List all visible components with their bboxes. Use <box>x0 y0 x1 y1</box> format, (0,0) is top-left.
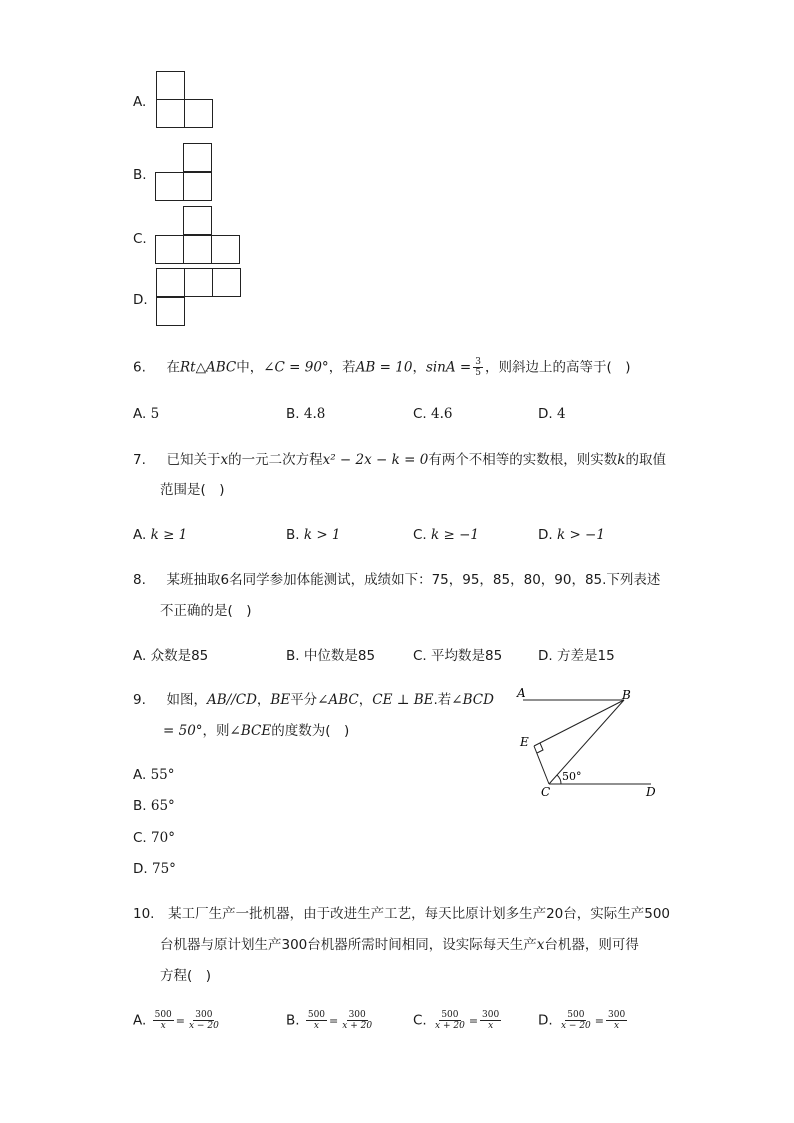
net-square <box>183 235 212 264</box>
option-text: 5 <box>150 406 160 422</box>
option-text: k ≥ 1 <box>150 527 188 543</box>
fraction-denominator: x + 20 <box>435 1021 465 1031</box>
math-expression: k <box>617 452 626 468</box>
stem-text: ， <box>412 359 426 376</box>
point-label-d: D <box>646 785 656 799</box>
option-letter: C. <box>413 1012 427 1029</box>
option-b[interactable] <box>133 798 175 814</box>
option-b[interactable] <box>286 527 341 543</box>
option-letter: B. <box>133 798 147 814</box>
fraction-numerator: 300 <box>608 1010 626 1020</box>
stem-text: ，若 <box>328 359 356 376</box>
option-b-label: B. <box>133 167 147 183</box>
line-be <box>534 700 624 746</box>
stem-text: 如图， <box>166 692 207 708</box>
net-square <box>211 235 240 264</box>
option-b[interactable] <box>286 1010 376 1031</box>
fraction-numerator: 3 <box>475 357 481 367</box>
option-d[interactable] <box>538 527 605 543</box>
fraction <box>473 357 483 378</box>
option-letter: B. <box>286 527 300 543</box>
stem-text: 的度数为( ) <box>271 723 350 739</box>
question-9-stem-line2 <box>163 723 349 739</box>
line-ce <box>534 746 549 784</box>
math-expression: = 50° <box>163 723 203 739</box>
stem-text: ，则 <box>202 723 230 739</box>
option-letter: D. <box>133 861 148 877</box>
question-6-stem <box>133 357 631 378</box>
stem-text: 已知关于 <box>166 452 221 468</box>
option-c[interactable] <box>413 527 479 543</box>
stem-text: 某班抽取6名同学参加体能测试，成绩如下：75，95，85，80，90，85.下列表述 <box>166 572 661 588</box>
fraction <box>306 1010 327 1031</box>
geometry-figure <box>505 680 675 805</box>
equals-sign: = <box>594 1014 604 1028</box>
net-square <box>156 297 185 326</box>
option-letter: C. <box>413 648 427 664</box>
option-c[interactable] <box>133 830 175 846</box>
option-text: 4.6 <box>431 406 453 422</box>
equals-sign: = <box>468 1014 479 1028</box>
stem-text: 中， <box>236 359 264 376</box>
question-number: 9. <box>133 692 146 708</box>
stem-text: 的取值 <box>625 452 666 468</box>
fraction-numerator: 500 <box>307 1010 326 1020</box>
net-square <box>155 235 184 264</box>
stem-text: 平分 <box>290 692 318 708</box>
stem-text: 台机器与原计划生产300台机器所需时间相同，设实际每天生产 <box>160 937 537 953</box>
fraction <box>433 1010 467 1031</box>
fraction-numerator: 300 <box>348 1010 366 1020</box>
option-a[interactable] <box>133 406 159 422</box>
fraction-denominator: x <box>614 1021 620 1031</box>
stem-text: ， <box>256 692 271 708</box>
question-number: 10. <box>133 906 155 922</box>
option-a[interactable] <box>133 767 175 783</box>
math-expression: AB//CD <box>206 692 257 708</box>
option-text: 平均数是85 <box>431 648 503 664</box>
option-text: 4 <box>556 406 566 422</box>
question-number: 7. <box>133 452 146 468</box>
net-square <box>212 268 241 297</box>
line-bc <box>549 700 624 784</box>
option-letter: A. <box>133 767 147 783</box>
net-square <box>183 206 212 235</box>
option-c-label: C. <box>133 231 147 247</box>
math-expression: x <box>220 452 229 468</box>
option-a[interactable] <box>133 1010 223 1031</box>
fraction-denominator: x <box>313 1021 319 1031</box>
question-10-stem-line2 <box>160 937 639 953</box>
option-text: 4.8 <box>303 406 326 422</box>
option-text: k > −1 <box>556 527 605 543</box>
option-letter: D. <box>538 648 553 664</box>
option-text: 55° <box>150 767 175 783</box>
option-d[interactable] <box>538 648 615 664</box>
option-letter: B. <box>286 1012 300 1029</box>
net-square <box>155 172 184 201</box>
question-7-stem <box>133 452 666 468</box>
stem-text: ，则斜边上的高等于( ) <box>484 359 631 376</box>
net-square <box>183 172 212 201</box>
option-letter: D. <box>538 527 553 543</box>
option-text: k > 1 <box>303 527 341 543</box>
point-label-c: C <box>541 785 551 799</box>
stem-text: 台机器，则可得 <box>544 937 639 953</box>
option-text: 方差是15 <box>556 648 615 664</box>
fraction-numerator: 500 <box>567 1010 585 1020</box>
option-text: 众数是85 <box>150 648 209 664</box>
option-c[interactable] <box>413 1010 503 1031</box>
option-letter: B. <box>286 406 300 422</box>
fraction-numerator: 300 <box>195 1010 213 1020</box>
question-7-stem-line2: 范围是( ) <box>160 482 225 498</box>
net-square <box>156 99 185 128</box>
option-letter: C. <box>413 527 427 543</box>
option-d[interactable] <box>538 1010 629 1031</box>
net-square <box>156 71 185 100</box>
fraction <box>153 1010 174 1031</box>
equals-sign: = <box>175 1014 185 1028</box>
math-expression: sinA = <box>425 359 472 376</box>
fraction-denominator: 5 <box>475 368 481 378</box>
fraction <box>606 1010 627 1031</box>
option-letter: D. <box>538 1012 553 1029</box>
option-letter: C. <box>413 406 427 422</box>
option-letter: A. <box>133 527 147 543</box>
question-9-stem <box>133 692 494 708</box>
fraction-denominator: x + 20 <box>342 1021 373 1031</box>
fraction <box>559 1010 593 1031</box>
math-expression: Rt△ABC <box>179 359 237 376</box>
option-d-label: D. <box>133 292 148 308</box>
fraction-denominator: x − 20 <box>189 1021 219 1031</box>
net-square <box>184 268 213 297</box>
question-number: 8. <box>133 572 146 588</box>
math-expression: ∠C = 90° <box>263 359 329 376</box>
option-b[interactable] <box>286 648 375 664</box>
stem-text: 某工厂生产一批机器，由于改进生产工艺，每天比原计划多生产20台，实际生产500 <box>168 906 671 922</box>
equals-sign: = <box>329 1014 339 1028</box>
fraction <box>340 1010 374 1031</box>
point-label-e: E <box>520 735 529 749</box>
math-expression: x <box>536 937 545 953</box>
net-square <box>183 143 212 172</box>
fraction-numerator: 500 <box>154 1010 172 1020</box>
option-text: 65° <box>150 798 175 814</box>
stem-text: 在 <box>166 359 180 376</box>
stem-text: 的一元二次方程 <box>228 452 323 468</box>
option-c[interactable] <box>413 648 502 664</box>
point-label-b: B <box>622 688 631 702</box>
fraction-denominator: x <box>488 1021 494 1031</box>
fraction-numerator: 300 <box>482 1010 500 1020</box>
math-expression: AB = 10 <box>355 359 413 376</box>
option-letter: A. <box>133 1012 147 1029</box>
option-text: 中位数是85 <box>303 648 376 664</box>
fraction-denominator: x − 20 <box>560 1021 591 1031</box>
point-label-a: A <box>517 686 526 700</box>
option-letter: A. <box>133 406 147 422</box>
option-text: 70° <box>151 830 175 846</box>
option-c[interactable] <box>413 406 453 422</box>
option-letter: D. <box>538 406 553 422</box>
option-d[interactable] <box>133 861 176 877</box>
stem-text: ， <box>358 692 373 708</box>
net-square <box>184 99 213 128</box>
fraction-numerator: 500 <box>441 1010 459 1020</box>
question-number: 6. <box>133 359 146 376</box>
fraction <box>187 1010 221 1031</box>
option-a-label: A. <box>133 94 147 110</box>
option-text: 75° <box>151 861 176 877</box>
net-square <box>156 268 185 297</box>
math-expression: BE <box>270 692 291 708</box>
option-letter: A. <box>133 648 147 664</box>
stem-text: .若 <box>433 692 452 708</box>
option-letter: B. <box>286 648 300 664</box>
math-expression: x² − 2x − k = 0 <box>322 452 429 468</box>
option-text: k ≥ −1 <box>431 527 479 543</box>
stem-text: 有两个不相等的实数根，则实数 <box>428 452 618 468</box>
question-10-stem <box>133 906 670 922</box>
question-8-stem <box>133 572 660 588</box>
math-expression: ∠ABC <box>317 692 359 708</box>
option-d[interactable] <box>538 406 566 422</box>
option-a[interactable] <box>133 648 208 664</box>
fraction <box>480 1010 501 1031</box>
fraction-denominator: x <box>160 1021 166 1031</box>
math-expression: ∠BCE <box>229 723 272 739</box>
option-b[interactable] <box>286 406 325 422</box>
math-expression: ∠BCD <box>451 692 494 708</box>
option-a[interactable] <box>133 527 187 543</box>
angle-label: 50° <box>562 770 582 783</box>
angle-arc <box>557 775 561 784</box>
question-8-stem-line2: 不正确的是( ) <box>160 603 252 619</box>
option-letter: C. <box>133 830 147 846</box>
math-expression: CE ⊥ BE <box>372 692 434 708</box>
question-10-stem-line3: 方程( ) <box>160 968 212 984</box>
